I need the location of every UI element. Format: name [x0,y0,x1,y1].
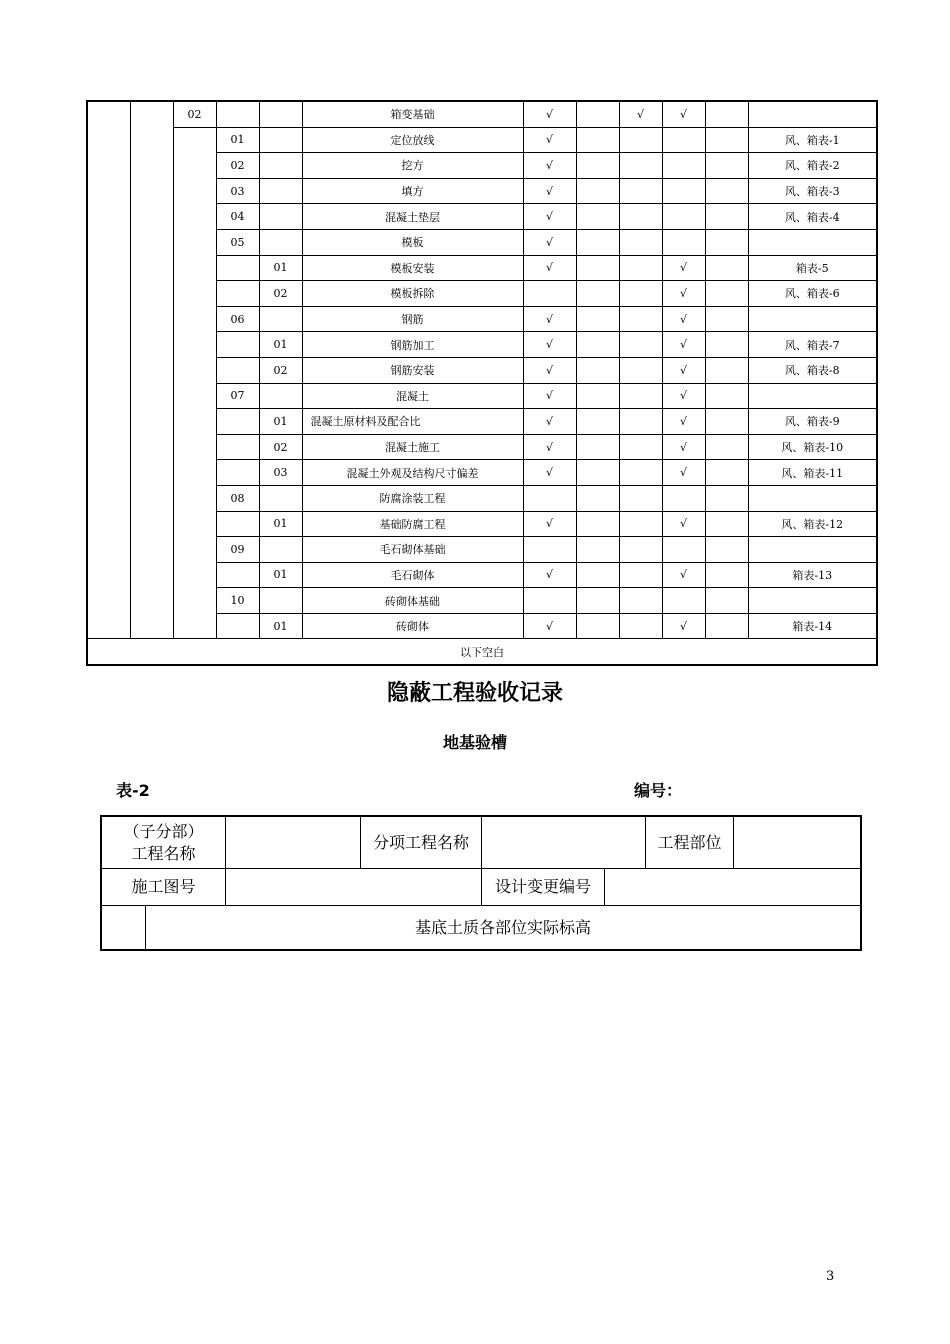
sub-item-name-value[interactable] [482,817,645,868]
form-reference: 风、箱表-3 [748,178,877,204]
check-mark-1: √ [523,255,576,281]
check-mark-2 [576,332,619,358]
check-mark-3 [619,332,662,358]
item-code [216,460,259,486]
sub-item-code: 02 [259,281,302,307]
item-code [216,357,259,383]
check-mark-2 [576,537,619,563]
check-mark-4: √ [662,306,705,332]
check-mark-3 [619,460,662,486]
design-change-number-value[interactable] [605,869,860,905]
check-mark-5 [705,537,748,563]
check-mark-2 [576,485,619,511]
item-name: 混凝土原材料及配合比 [302,409,523,435]
item-code: 10 [216,588,259,614]
check-mark-1: √ [523,178,576,204]
check-mark-3 [619,485,662,511]
sub-item-code [259,178,302,204]
check-mark-4: √ [662,460,705,486]
check-mark-2 [576,357,619,383]
check-mark-4 [662,537,705,563]
check-mark-1: √ [523,409,576,435]
check-mark-1 [523,281,576,307]
division-cell [130,101,173,639]
form-reference: 箱表-13 [748,562,877,588]
item-code: 06 [216,306,259,332]
item-name: 钢筋 [302,306,523,332]
check-mark-2 [576,306,619,332]
item-name: 模板拆除 [302,281,523,307]
item-name: 钢筋安装 [302,357,523,383]
form-reference: 风、箱表-10 [748,434,877,460]
check-mark-4: √ [662,434,705,460]
sub-item-code: 01 [259,332,302,358]
check-mark-4 [662,588,705,614]
check-mark-1: √ [523,204,576,230]
form-reference [748,383,877,409]
check-mark-2 [576,255,619,281]
check-mark-1: √ [523,127,576,153]
check-mark-2 [576,434,619,460]
check-mark-3 [619,255,662,281]
table-row [87,101,877,127]
form-reference: 风、箱表-11 [748,460,877,486]
item-code: 03 [216,178,259,204]
item-code: 09 [216,537,259,563]
design-change-number-label: 设计变更编号 [494,877,591,896]
item-code [216,255,259,281]
check-mark-4 [662,204,705,230]
check-mark-1: √ [523,357,576,383]
check-mark-3 [619,409,662,435]
check-mark-3 [619,383,662,409]
item-name: 基础防腐工程 [302,511,523,537]
check-mark-5 [705,357,748,383]
check-mark-1: √ [523,613,576,639]
form-reference: 风、箱表-1 [748,127,877,153]
check-mark-4: √ [662,613,705,639]
check-mark-4: √ [662,332,705,358]
item-code [216,101,259,127]
check-mark-3 [619,178,662,204]
project-location-label: 工程部位 [657,832,722,852]
check-mark-2 [576,613,619,639]
check-mark-4: √ [662,255,705,281]
record-subtitle: 地基验槽 [442,733,507,752]
item-name: 箱变基础 [302,101,523,127]
sub-item-code: 02 [259,357,302,383]
check-mark-3 [619,357,662,383]
form-reference: 风、箱表-8 [748,357,877,383]
check-mark-4: √ [662,383,705,409]
check-mark-1: √ [523,332,576,358]
check-mark-4 [662,229,705,255]
item-code [216,332,259,358]
check-mark-2 [576,153,619,179]
item-name: 混凝土外观及结构尺寸偏差 [302,460,523,486]
sub-item-code [259,588,302,614]
sub-division-label-line1: （子分部） [123,821,204,841]
sub-division-code: 02 [173,101,216,127]
item-code [216,511,259,537]
sub-item-code [259,229,302,255]
check-mark-3 [619,562,662,588]
sub-item-code: 03 [259,460,302,486]
check-mark-5 [705,613,748,639]
check-mark-1 [523,485,576,511]
sub-item-name-label: 分项工程名称 [372,832,469,852]
check-mark-4 [662,485,705,511]
form-reference: 风、箱表-6 [748,281,877,307]
index-table [86,100,878,666]
form-reference [748,229,877,255]
blank-note: 以下空白 [87,639,877,666]
form-reference: 风、箱表-7 [748,332,877,358]
sub-item-code [259,383,302,409]
unit-cell [87,101,130,639]
check-mark-2 [576,229,619,255]
check-mark-3 [619,229,662,255]
row-side-cell [102,906,145,949]
inspection-form [100,815,862,951]
item-code: 05 [216,229,259,255]
sub-item-code [259,127,302,153]
item-name: 防腐涂装工程 [302,485,523,511]
item-code [216,281,259,307]
check-mark-1: √ [523,229,576,255]
check-mark-5 [705,306,748,332]
check-mark-2 [576,460,619,486]
item-name: 混凝土施工 [302,434,523,460]
check-mark-5 [705,562,748,588]
serial-number-label: 编号： [634,781,683,800]
check-mark-2 [576,204,619,230]
check-mark-3 [619,537,662,563]
table-row [87,127,877,153]
project-location-value[interactable] [734,817,860,868]
check-mark-4: √ [662,409,705,435]
form-reference: 风、箱表-12 [748,511,877,537]
check-mark-5 [705,383,748,409]
check-mark-2 [576,562,619,588]
check-mark-5 [705,255,748,281]
check-mark-4: √ [662,281,705,307]
check-mark-3 [619,204,662,230]
item-name: 模板 [302,229,523,255]
check-mark-3 [619,511,662,537]
check-mark-5 [705,153,748,179]
check-mark-5 [705,460,748,486]
sub-item-code: 01 [259,562,302,588]
check-mark-5 [705,204,748,230]
sub-item-code [259,153,302,179]
check-mark-1: √ [523,101,576,127]
form-reference [748,101,877,127]
check-mark-4 [662,127,705,153]
item-code: 08 [216,485,259,511]
item-code: 01 [216,127,259,153]
sub-item-code [259,204,302,230]
check-mark-5 [705,281,748,307]
check-mark-5 [705,588,748,614]
item-name: 毛石砌体基础 [302,537,523,563]
form-reference [748,306,877,332]
item-code [216,613,259,639]
check-mark-3 [619,434,662,460]
check-mark-2 [576,511,619,537]
check-mark-4: √ [662,511,705,537]
check-mark-1: √ [523,460,576,486]
check-mark-2 [576,409,619,435]
form-reference [748,588,877,614]
sub-item-code: 01 [259,255,302,281]
sub-division-code [173,127,216,639]
check-mark-4: √ [662,357,705,383]
item-code [216,562,259,588]
check-mark-1 [523,588,576,614]
sub-item-code: 02 [259,434,302,460]
check-mark-2 [576,101,619,127]
item-name: 定位放线 [302,127,523,153]
form-reference: 箱表-5 [748,255,877,281]
check-mark-4 [662,178,705,204]
check-mark-1 [523,537,576,563]
record-title: 隐蔽工程验收记录 [386,681,563,706]
item-name: 挖方 [302,153,523,179]
check-mark-3 [619,613,662,639]
item-code: 07 [216,383,259,409]
check-mark-4: √ [662,101,705,127]
check-mark-1: √ [523,306,576,332]
check-mark-1: √ [523,511,576,537]
check-mark-5 [705,178,748,204]
check-mark-2 [576,588,619,614]
sub-division-name-value[interactable] [226,817,360,868]
sub-item-code: 01 [259,511,302,537]
sub-item-code [259,537,302,563]
table-number: 表-2 [116,781,150,800]
check-mark-5 [705,332,748,358]
form-reference: 风、箱表-2 [748,153,877,179]
form-reference: 风、箱表-4 [748,204,877,230]
check-mark-3 [619,281,662,307]
check-mark-5 [705,101,748,127]
check-mark-3 [619,588,662,614]
check-mark-5 [705,511,748,537]
check-mark-1: √ [523,383,576,409]
item-name: 毛石砌体 [302,562,523,588]
item-code [216,434,259,460]
sub-item-code: 01 [259,409,302,435]
check-mark-5 [705,434,748,460]
check-mark-4: √ [662,562,705,588]
sub-item-code: 01 [259,613,302,639]
check-mark-3 [619,153,662,179]
item-name: 混凝土垫层 [302,204,523,230]
form-reference: 风、箱表-9 [748,409,877,435]
item-name: 混凝土 [302,383,523,409]
item-code: 02 [216,153,259,179]
sub-division-label-line2: 工程名称 [131,843,196,863]
check-mark-2 [576,383,619,409]
sub-item-code [259,485,302,511]
item-code [216,409,259,435]
check-mark-3: √ [619,101,662,127]
form-reference: 箱表-14 [748,613,877,639]
form-reference [748,485,877,511]
item-code: 04 [216,204,259,230]
check-mark-5 [705,409,748,435]
item-name: 填方 [302,178,523,204]
form-reference [748,537,877,563]
sub-division-name-label [102,817,225,868]
actual-elevation-header: 基底土质各部位实际标高 [414,917,591,937]
item-name: 砖砌体基础 [302,588,523,614]
check-mark-2 [576,127,619,153]
sub-item-code [259,101,302,127]
check-mark-5 [705,229,748,255]
check-mark-1: √ [523,562,576,588]
check-mark-4 [662,153,705,179]
check-mark-3 [619,306,662,332]
check-mark-3 [619,127,662,153]
item-name: 钢筋加工 [302,332,523,358]
item-name: 砖砌体 [302,613,523,639]
check-mark-1: √ [523,153,576,179]
blank-note-row [87,639,877,666]
check-mark-2 [576,281,619,307]
page-number: 3 [826,1269,835,1284]
check-mark-1: √ [523,434,576,460]
drawing-number-value[interactable] [226,869,481,905]
item-name: 模板安装 [302,255,523,281]
sub-item-code [259,306,302,332]
check-mark-5 [705,127,748,153]
drawing-number-label: 施工图号 [131,877,196,896]
check-mark-5 [705,485,748,511]
check-mark-2 [576,178,619,204]
